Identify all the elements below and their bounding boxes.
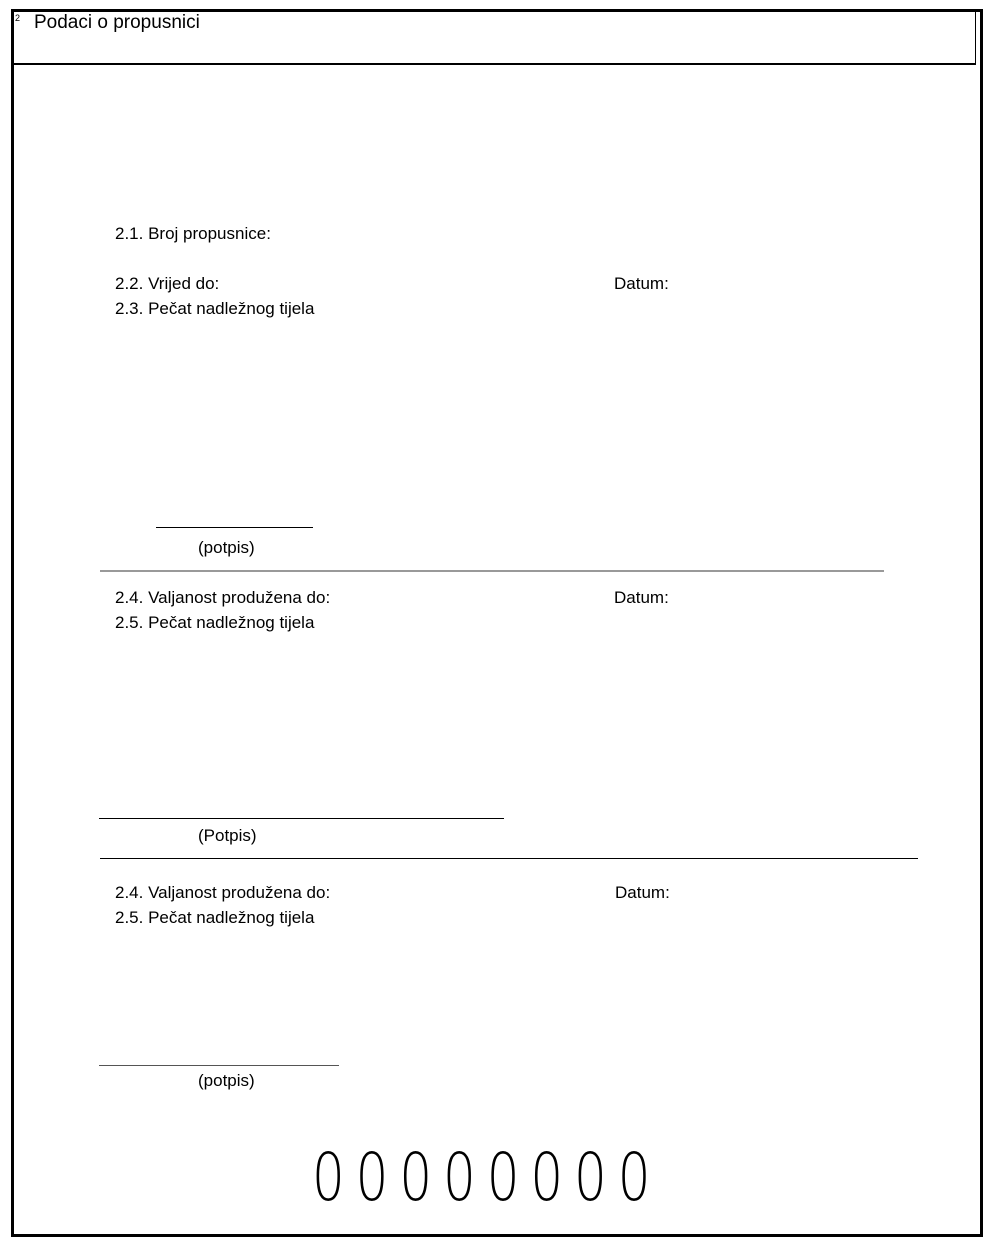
date-label-1: Datum:	[614, 274, 669, 293]
signature-label-2: (Potpis)	[198, 826, 257, 845]
signature-line-1	[156, 527, 313, 528]
signature-label-1: (potpis)	[198, 538, 255, 557]
serial-number: 00000000	[312, 1139, 662, 1216]
divider-1	[100, 570, 884, 572]
stamp-label-3: 2.5. Pečat nadležnog tijela	[115, 908, 315, 927]
date-label-2: Datum:	[614, 588, 669, 607]
signature-line-3	[99, 1065, 339, 1066]
signature-label-3: (potpis)	[198, 1071, 255, 1090]
extended-label-2: 2.4. Valjanost produžena do:	[115, 588, 331, 607]
stamp-label-2: 2.5. Pečat nadležnog tijela	[115, 613, 315, 632]
date-label-3: Datum:	[615, 883, 670, 902]
pass-number-label: 2.1. Broj propusnice:	[115, 224, 271, 243]
divider-2	[100, 858, 918, 859]
valid-until-label: 2.2. Vrijed do:	[115, 274, 220, 293]
section-title: Podaci o propusnici	[34, 12, 200, 33]
stamp-label-1: 2.3. Pečat nadležnog tijela	[115, 299, 315, 318]
signature-line-2	[99, 818, 504, 819]
extended-label-3: 2.4. Valjanost produžena do:	[115, 883, 331, 902]
section-number: 2	[15, 13, 21, 23]
